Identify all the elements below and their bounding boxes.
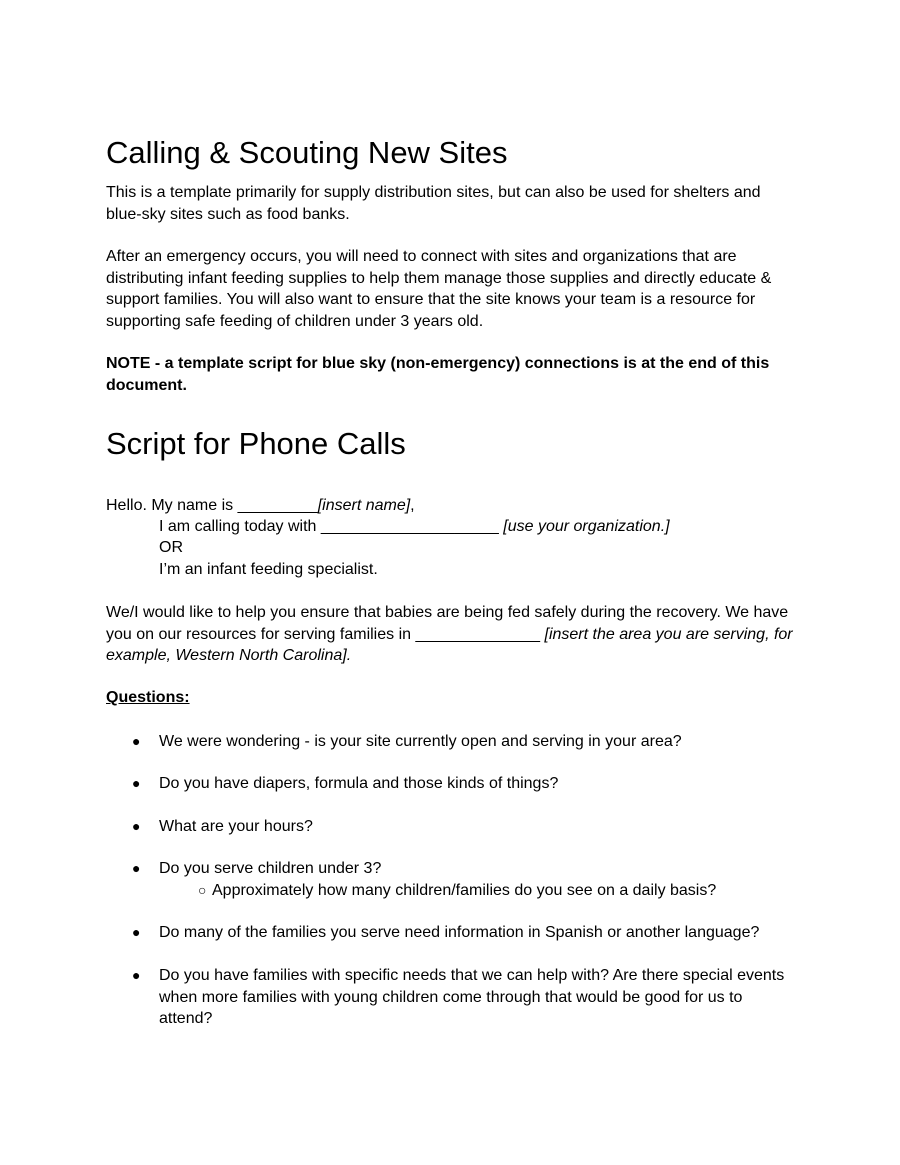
sub-bullet-icon: ○ xyxy=(198,882,207,898)
context-paragraph: After an emergency occurs, you will need to connect with sites and organizations that are distributing infant feeding supplies to help them manage those supplies and directly educate & support families. You will also want to ensure that the site knows your team is a resource for supporting safe feeding of children under 3 years old. xyxy=(106,248,772,330)
help-prefix: We/I would like to help you ensure that babies are being fed safely during the recovery. We have you on our resources for serving families in ______________ xyxy=(106,604,789,643)
help-placeholder: [insert the area you are serving, for example, Western North Carolina]. xyxy=(106,625,793,664)
bullet-icon: ● xyxy=(132,818,141,834)
bullet-icon: ● xyxy=(132,733,141,749)
hello-suffix: , xyxy=(410,497,415,514)
help-paragraph xyxy=(106,602,796,667)
sub-question-text: Approximately how many children/families do you see on a daily basis? xyxy=(212,882,717,899)
hello-line xyxy=(106,495,796,517)
question-text: Do many of the families you serve need information in Spanish or another language? xyxy=(159,924,760,941)
question-text: Do you have families with specific needs that we can help with? Are there special events when more families with young children come through that would be good for us to attend? xyxy=(159,967,785,1027)
hello-prefix: Hello. My name is _________ xyxy=(106,497,318,514)
question-text: Do you have diapers, formula and those kinds of things? xyxy=(159,775,559,792)
bullet-icon: ● xyxy=(132,967,141,983)
question-text: We were wondering - is your site currently open and serving in your area? xyxy=(159,733,682,750)
questions-heading: Questions: xyxy=(106,689,190,706)
or-line: OR xyxy=(159,539,183,556)
note-paragraph: NOTE - a template script for blue sky (non-emergency) connections is at the end of this document. xyxy=(106,355,770,394)
bullet-icon: ● xyxy=(132,775,141,791)
calling-prefix: I am calling today with ____________________ xyxy=(159,518,504,535)
bullet-icon: ● xyxy=(132,860,141,876)
bullet-icon: ● xyxy=(132,924,141,940)
document-title: Calling & Scouting New Sites xyxy=(106,135,508,170)
calling-line xyxy=(159,516,849,538)
calling-placeholder: [use your organization.] xyxy=(503,518,670,535)
script-heading: Script for Phone Calls xyxy=(106,426,406,461)
specialist-line: I’m an infant feeding specialist. xyxy=(159,561,378,578)
question-text: What are your hours? xyxy=(159,818,313,835)
question-text: Do you serve children under 3? xyxy=(159,860,382,877)
intro-paragraph: This is a template primarily for supply distribution sites, but can also be used for shelters and blue-sky sites such as food banks. xyxy=(106,184,761,223)
hello-placeholder: [insert name] xyxy=(317,497,411,514)
